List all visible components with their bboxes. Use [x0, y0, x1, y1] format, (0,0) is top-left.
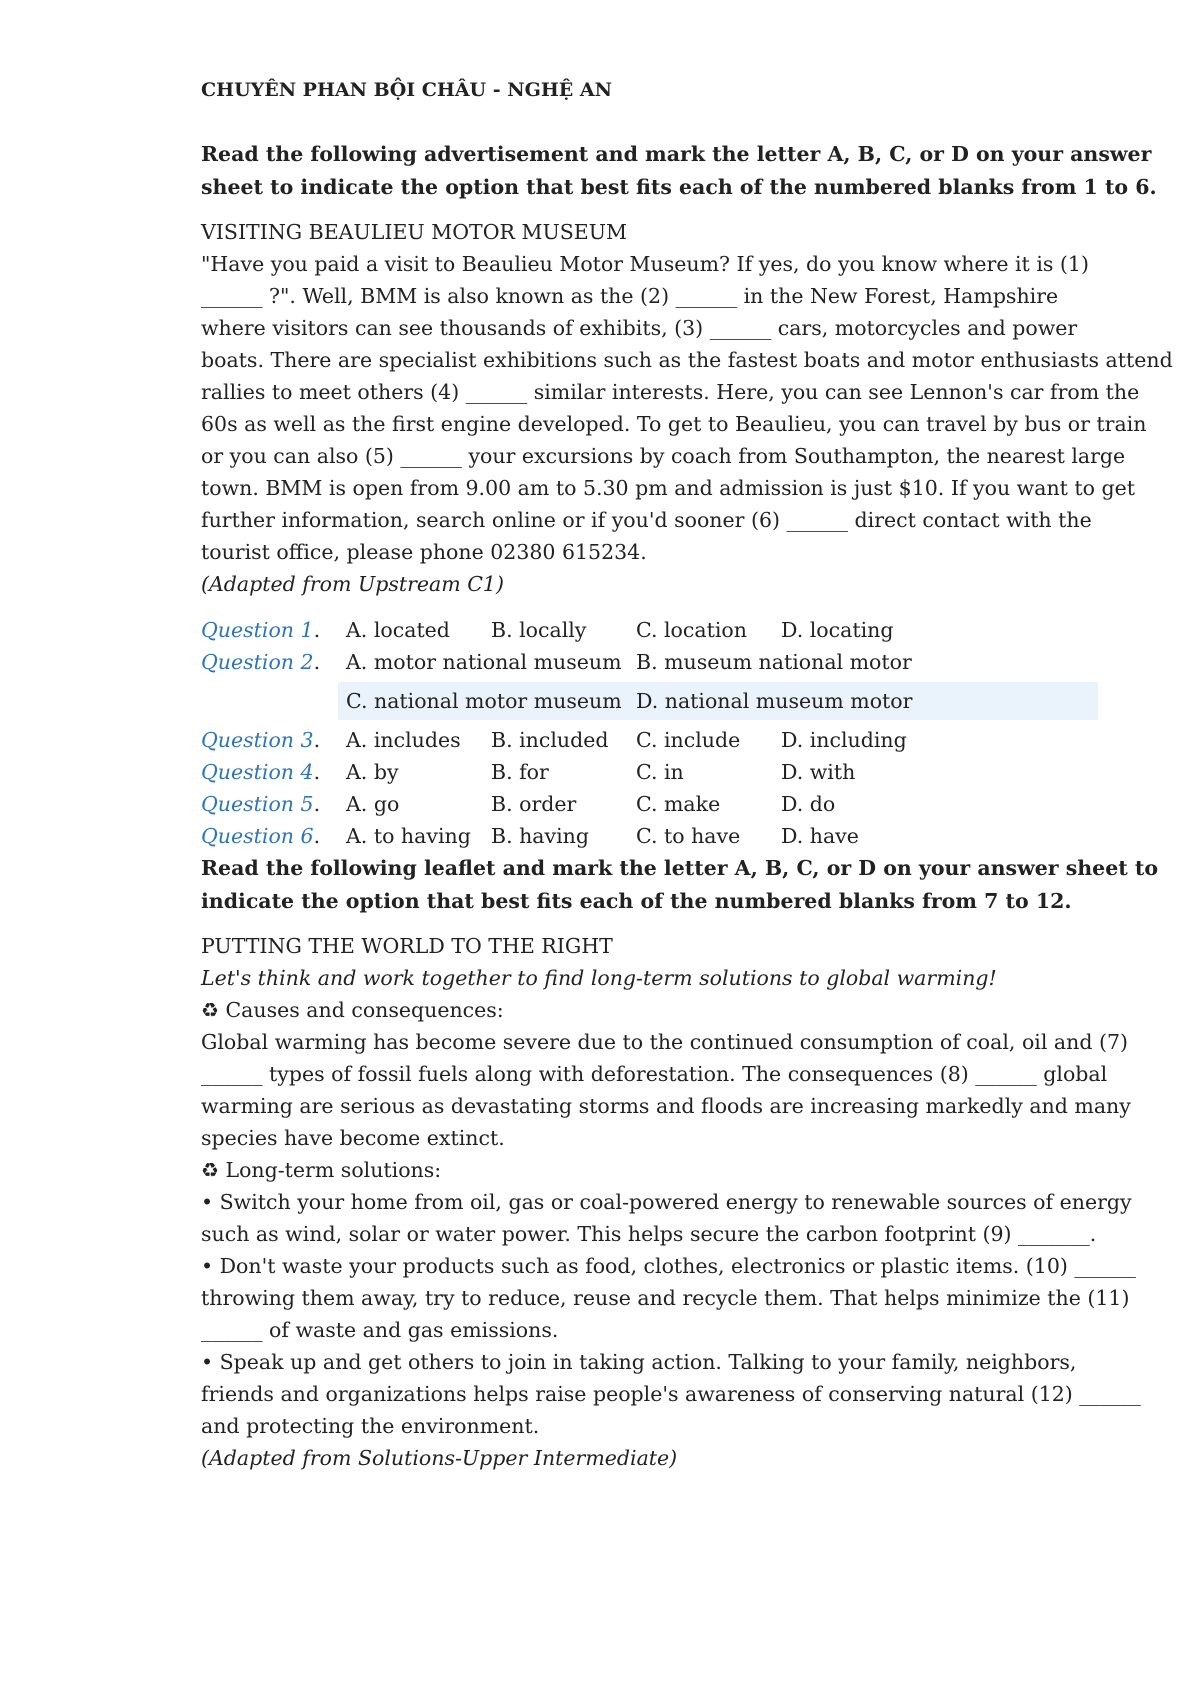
answer-option: A. located: [346, 618, 450, 642]
passage-line: Global warming has become severe due to the continued consumption of coal, oil and (7): [201, 1030, 1129, 1054]
passage-line: ______ ?". Well, BMM is also known as the (2) ______ in the New Forest, Hampshire: [201, 284, 1059, 308]
question-table: [201, 614, 1101, 852]
answer-option: C. in: [636, 760, 684, 784]
question-row: [201, 614, 1101, 646]
question-label: Question 5.: [201, 792, 321, 816]
answer-option: D. have: [781, 824, 859, 848]
answer-option: C. location: [636, 618, 747, 642]
answer-option: C. national motor museum: [346, 689, 622, 713]
passage-title: VISITING BEAULIEU MOTOR MUSEUM: [201, 220, 627, 244]
passage-line: such as wind, solar or water power. This helps secure the carbon footprint (9) _______.: [201, 1222, 1097, 1246]
passage-subtitle: Let's think and work together to find long-term solutions to global warming!: [201, 966, 997, 990]
answer-option: C. to have: [636, 824, 741, 848]
passage-line: and protecting the environment.: [201, 1414, 540, 1438]
question-label: Question 4.: [201, 760, 321, 784]
answer-option: D. with: [781, 760, 856, 784]
instruction-line: sheet to indicate the option that best fits each of the numbered blanks from 1 to 6.: [201, 175, 1157, 199]
question-label: Question 1.: [201, 618, 321, 642]
answer-option: D. locating: [781, 618, 894, 642]
question-row: [201, 820, 1101, 852]
answer-option: B. for: [491, 760, 549, 784]
recycle-icon: ♻: [201, 998, 219, 1022]
question-row: [201, 682, 1101, 720]
passage-line: friends and organizations helps raise people's awareness of conserving natural (12) ______: [201, 1382, 1141, 1406]
passage-line: ______ types of fossil fuels along with deforestation. The consequences (8) ______ global: [201, 1062, 1108, 1086]
passage-line: species have become extinct.: [201, 1126, 505, 1150]
answer-option: B. included: [491, 728, 609, 752]
instruction-line: Read the following advertisement and mark the letter A, B, C, or D on your answer: [201, 142, 1152, 166]
passage-line: 60s as well as the first engine developed. To get to Beaulieu, you can travel by bus or train: [201, 412, 1147, 436]
passage-title: PUTTING THE WORLD TO THE RIGHT: [201, 934, 613, 958]
question-row: [201, 788, 1101, 820]
section-heading: ♻ Long-term solutions:: [201, 1158, 442, 1182]
passage-line: town. BMM is open from 9.00 am to 5.30 pm and admission is just $10. If you want to get: [201, 476, 1136, 500]
question-row: [201, 756, 1101, 788]
passage-line: ______ of waste and gas emissions.: [201, 1318, 559, 1342]
instruction-line: indicate the option that best fits each of the numbered blanks from 7 to 12.: [201, 889, 1072, 913]
answer-option: A. by: [346, 760, 399, 784]
answer-option: C. include: [636, 728, 741, 752]
passage-line: "Have you paid a visit to Beaulieu Motor Museum? If yes, do you know where it is (1): [201, 252, 1089, 276]
answer-option: B. order: [491, 792, 577, 816]
answer-option: D. do: [781, 792, 836, 816]
passage-line: boats. There are specialist exhibitions such as the fastest boats and motor enthusiasts attend: [201, 348, 1173, 372]
passage-line: tourist office, please phone 02380 615234.: [201, 540, 647, 564]
passage-line: • Speak up and get others to join in taking action. Talking to your family, neighbors,: [201, 1350, 1077, 1374]
passage-line: throwing them away, try to reduce, reuse and recycle them. That helps minimize the (11): [201, 1286, 1130, 1310]
passage-source: (Adapted from Upstream C1): [201, 572, 504, 596]
passage-line: further information, search online or if you'd sooner (6) ______ direct contact with the: [201, 508, 1092, 532]
answer-option: A. go: [346, 792, 400, 816]
document-content: [201, 60, 1173, 1474]
question-row: [201, 724, 1101, 756]
answer-option: A. motor national museum: [346, 650, 622, 674]
answer-option: A. to having: [346, 824, 471, 848]
passage-line: warming are serious as devastating storms and floods are increasing markedly and many: [201, 1094, 1131, 1118]
passage-line: where visitors can see thousands of exhibits, (3) ______ cars, motorcycles and power: [201, 316, 1078, 340]
section-heading: ♻ Causes and consequences:: [201, 998, 504, 1022]
question-label: Question 6.: [201, 824, 321, 848]
answer-option: B. having: [491, 824, 589, 848]
answer-option: B. museum national motor: [636, 650, 912, 674]
recycle-icon: ♻: [201, 1158, 219, 1182]
passage-line: rallies to meet others (4) ______ similar interests. Here, you can see Lennon's car from the: [201, 380, 1140, 404]
page-title: CHUYÊN PHAN BỘI CHÂU - NGHỆ AN: [201, 79, 612, 101]
passage-source: (Adapted from Solutions-Upper Intermediate): [201, 1446, 678, 1470]
passage-line: or you can also (5) ______ your excursions by coach from Southampton, the nearest large: [201, 444, 1126, 468]
passage-line: • Switch your home from oil, gas or coal-powered energy to renewable sources of energy: [201, 1190, 1132, 1214]
question-label: Question 2.: [201, 650, 321, 674]
passage-line: • Don't waste your products such as food, clothes, electronics or plastic items. (10) ______: [201, 1254, 1136, 1278]
answer-option: C. make: [636, 792, 721, 816]
answer-option: D. national museum motor: [636, 689, 913, 713]
answer-option: D. including: [781, 728, 907, 752]
answer-option: B. locally: [491, 618, 587, 642]
instruction-line: Read the following leaflet and mark the letter A, B, C, or D on your answer sheet to: [201, 856, 1158, 880]
question-label: Question 3.: [201, 728, 321, 752]
question-row: [201, 646, 1101, 678]
answer-option: A. includes: [346, 728, 461, 752]
